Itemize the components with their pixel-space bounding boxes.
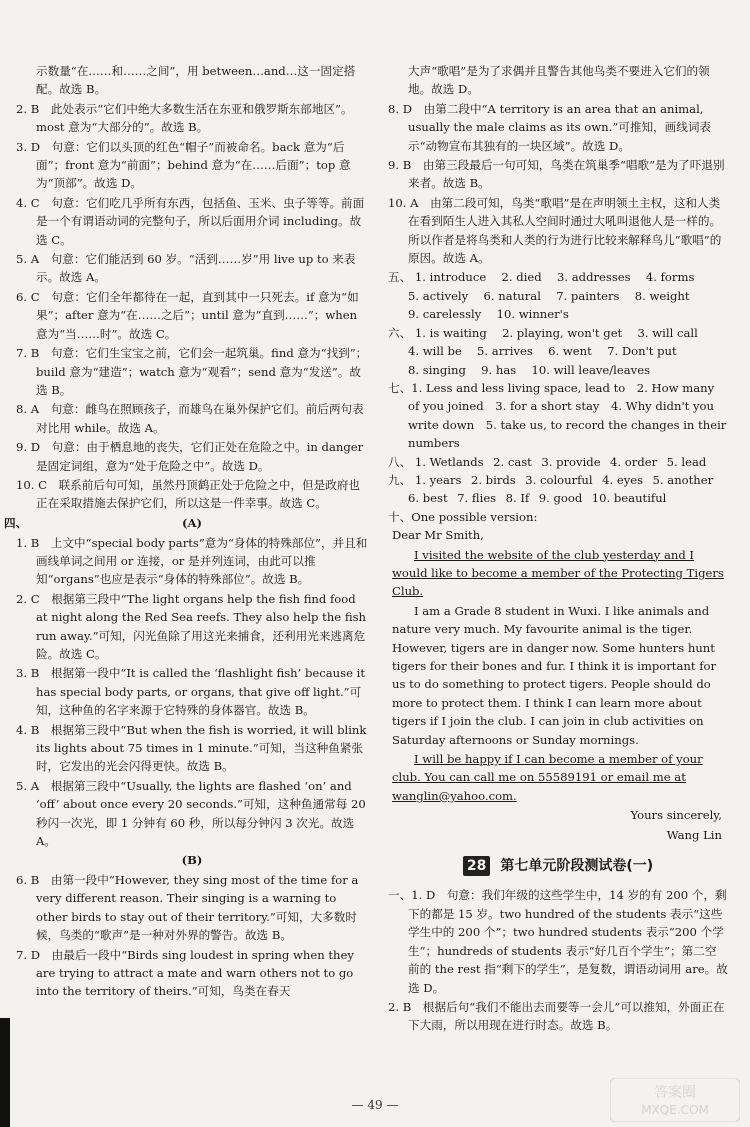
- answer-item: 10. will leave/leaves: [531, 362, 651, 377]
- right-column: [388, 62, 728, 1036]
- answer-item: 1. introduce: [414, 270, 487, 285]
- answer-item: 2. died: [501, 270, 542, 285]
- answer-item: 6. went: [548, 344, 592, 359]
- answer-text: 1. Less and less living space, lead to 2. How many of you joined 3. for a short stay 4. Why didn't you write down 5. take us, to record the changes in their numbers: [408, 380, 727, 451]
- section-label: 七、: [388, 380, 412, 395]
- section-label: 八、: [388, 454, 412, 469]
- answer-line: 4. B 根据第三段中“But when the fish is worried, it will blink its lights about 75 times in 1 minute.”可知，当这种鱼紧张时，它发出的光会闪得更快。故选 B。: [16, 722, 367, 774]
- svg-text:答案圈: 答案圈: [654, 1085, 696, 1101]
- answer-line: 6. B 由第一段中“However, they sing most of the time for a very different reason. Their singing is a warning to other birds to stay out of their territory.”可知，大多数时候，鸟类的“歌声”是一种对外界的警告。故选 B。: [16, 872, 359, 943]
- watermark-logo: [610, 1078, 740, 1122]
- section-5: [388, 268, 728, 323]
- section-label: 十、: [388, 509, 412, 524]
- answer-line: 示数量“在……和……之间”，用 between…and…这一固定搭配。故选 B。: [36, 64, 356, 97]
- answer-item: 7. Don't put: [607, 344, 677, 359]
- answer-line: 3. B 根据第一段中“It is called the ‘flashlight fish’ because it has special body parts, or organs, that give off light.”可知，这种鱼的名字来源于它特殊的身体器官。故选 B。: [16, 666, 366, 718]
- answer-item: 8. singing: [408, 362, 466, 377]
- answer-item: 8. If: [505, 491, 530, 506]
- section-8: [388, 453, 728, 471]
- answer-item: 7. painters: [556, 288, 620, 303]
- answer-line: [388, 886, 728, 996]
- section-7: [388, 379, 728, 453]
- answer-line: 9. D 句意：由于栖息地的丧失，它们正处在危险之中。in danger 是固定词组，意为“处于危险之中”。故选 D。: [16, 440, 364, 473]
- answer-item: 9. carelessly: [408, 307, 482, 322]
- answer-line: 5. A 句意：它们能活到 60 岁。“活到……岁”用 live up to 来表示。故选 A。: [16, 252, 356, 285]
- unit-heading: [388, 856, 728, 876]
- answer-item: 6. natural: [483, 288, 541, 303]
- subsection-heading: (A): [182, 516, 202, 531]
- answer-item: 5. actively: [408, 288, 469, 303]
- answer-line: 8. D 由第二段中“A territory is an area that an animal, usually the male claims as its own.”可推知，画线词表示“动物宣布其独有的一块区域”。故选 D。: [388, 101, 712, 153]
- section-label: 六、: [388, 325, 412, 340]
- section-label: 九、: [388, 472, 412, 487]
- letter-paragraph: I will be happy if I can become a member of your club. You can call me on 55589191 or email me at wanglin@yahoo.com.: [392, 752, 703, 803]
- answer-line: 9. B 由第三段最后一句可知，鸟类在筑巢季“唱歌”是为了吓退别来者。故选 B。: [388, 158, 725, 191]
- letter-salutation: Dear Mr Smith,: [392, 528, 484, 543]
- section-10: [388, 508, 728, 526]
- answer-line: 10. C 联系前后句可知，虽然丹顶鹤正处于危险之中，但是政府也正在采取措施去保护它们，所以这是一件幸事。故选 C。: [16, 477, 361, 511]
- answer-line: 7. B 句意：它们生宝宝之前，它们会一起筑巢。find 意为“找到”；build 意为“建造”；watch 意为“观看”；send 意为“发送”。故选 B。: [16, 346, 368, 397]
- answer-item: 3. provide: [541, 454, 601, 469]
- answer-line: 7. D 由最后一段中“Birds sing loudest in spring when they are trying to attract a mate and warn others not to go into the territory of theirs.”可知，鸟类在春天: [16, 947, 354, 999]
- answer-item: 1. Wetlands: [414, 454, 484, 469]
- answer-item: 3. colourful: [525, 472, 593, 487]
- section-6: [388, 324, 728, 379]
- answer-text: 1. D 句意：我们年级的这些学生中，14 岁的有 200 个，剩下的都是 15 岁。two hundred of the students 表示“这些学生中的 200 个”；two hundred students 表示“200 个学生”；hundreds of students 表示“好几百个学生”；第二空前的 the rest 指“剩下的学生”，是复数，谓语动词用 are。故选 D。: [408, 888, 728, 995]
- answer-item: 2. birds: [470, 472, 516, 487]
- answer-item: 1. is waiting: [414, 325, 487, 340]
- subsection-heading: (B): [181, 853, 203, 868]
- letter-paragraph: I am a Grade 8 student in Wuxi. I like animals and nature very much. My favourite animal is the tiger. However, tigers are in danger now. Some hunters hunt tigers for their bones and fur. I think it is important for us to do something to protect tigers. People should do more to protect them. I think I can learn more about tigers if I join the club. I can join in club activities on Saturday afternoons or Sunday mornings.: [392, 603, 717, 747]
- letter-paragraph: I visited the website of the club yesterday and I would like to become a member of the Protecting Tigers Club.: [392, 547, 724, 599]
- answer-line: 6. C 句意：它们全年都待在一起，直到其中一只死去。if 意为“如果”；after 意为“在……之后”；until 意为“直到……”；when 意为“当……时”。故选 C。: [16, 289, 359, 341]
- section-label: 一、: [388, 888, 412, 903]
- unit-title: 第七单元阶段测试卷(一): [500, 858, 654, 875]
- answer-item: 2. playing, won't get: [502, 325, 623, 340]
- answer-item: 4. forms: [645, 270, 695, 285]
- section-label: 五、: [388, 270, 412, 285]
- answer-line: 3. D 句意：它们以头顶的红色“帽子”而被命名。back 意为“后面”；front 意为“前面”；behind 意为“在……后面”；top 意为“顶部”。故选 D。: [16, 139, 351, 191]
- test-section-1: [388, 886, 728, 1034]
- section-9: [388, 471, 728, 508]
- binding-edge: [0, 1018, 10, 1127]
- answer-line: 5. A 根据第三段中“Usually, the lights are flashed ‘on’ and ‘off’ about once every 20 seconds.”可知，这种鱼通常每 20 秒闪一次光，即 1 分钟有 60 秒，所以每分钟闪 3 次光。故选 A。: [16, 778, 366, 849]
- answer-line: 4. C 句意：它们吃几乎所有东西，包括鱼、玉米、虫子等等。前面是一个有谓语动词的完整句子，所以后面用介词 including。故选 C。: [16, 195, 365, 247]
- answer-item: 2. cast: [493, 454, 532, 469]
- answer-item: 5. arrives: [477, 344, 533, 359]
- answer-item: 10. winner's: [496, 307, 569, 322]
- answer-line: 2. B 此处表示“它们中绝大多数生活在东亚和俄罗斯东部地区”。most 意为“大部分的”。故选 B。: [16, 101, 353, 135]
- answer-line: 2. B 根据后句“我们不能出去而要等一会儿”可以推知，外面正在下大雨，所以用现在进行时态。故选 B。: [388, 999, 725, 1033]
- page-number: — 49 —: [351, 1098, 399, 1112]
- answer-item: 9. good: [538, 491, 583, 506]
- unit-number-badge: 28: [463, 856, 490, 876]
- answer-item: 7. flies: [457, 491, 497, 506]
- answer-item: 4. will be: [408, 344, 462, 359]
- answer-item: 5. lead: [666, 454, 707, 469]
- svg-text:MXQE.COM: MXQE.COM: [641, 1103, 709, 1117]
- answer-item: 10. beautiful: [591, 491, 667, 506]
- answer-item: 1. years: [414, 472, 462, 487]
- answer-item: 6. best: [408, 491, 448, 506]
- answer-line: 10. A 由第二段可知，鸟类“歌唱”是在声明领土主权，这和人类在看到陌生人进入其私人空间时通过大吼叫退他人是一样的。所以作者是将鸟类和人类的行为进行比较来解释鸟儿“歌唱”的原因。故选 A。: [388, 195, 722, 266]
- left-column: [4, 62, 368, 1002]
- letter-signature: Wang Lin: [666, 827, 722, 842]
- answer-line: 1. B 上文中“special body parts”意为“身体的特殊部位”，并且和画线单词之间用 or 连接，or 是并列连词，由此可以推知“organs”也应是表示“身体的特殊部位”。故选 B。: [16, 535, 368, 587]
- version-intro: One possible version:: [411, 509, 538, 524]
- sample-letter: [388, 526, 728, 844]
- answer-line: 2. C 根据第三段中“The light organs help the fish find food at night along the Red Sea reefs. They also help the fish run away.”可知，闪光鱼除了用这光来捕食，还利用光来逃离危险。故选 C。: [16, 591, 366, 661]
- answer-item: 5. another: [652, 472, 714, 487]
- letter-closing: Yours sincerely,: [630, 808, 722, 823]
- answer-item: 3. addresses: [556, 270, 631, 285]
- answer-item: 9. has: [481, 362, 517, 377]
- section-heading: 四、: [4, 515, 28, 530]
- answer-item: 3. will call: [637, 325, 698, 340]
- answer-line: 大声“歌唱”是为了求偶并且警告其他鸟类不要进入它们的领地。故选 D。: [408, 64, 710, 97]
- answer-item: 4. eyes: [602, 472, 644, 487]
- answer-item: 8. weight: [634, 288, 690, 303]
- answer-line: 8. A 句意：雌鸟在照顾孩子，而雄鸟在巢外保护它们。前后两句表对比用 while。故选 A。: [16, 402, 364, 435]
- answer-item: 4. order: [610, 454, 658, 469]
